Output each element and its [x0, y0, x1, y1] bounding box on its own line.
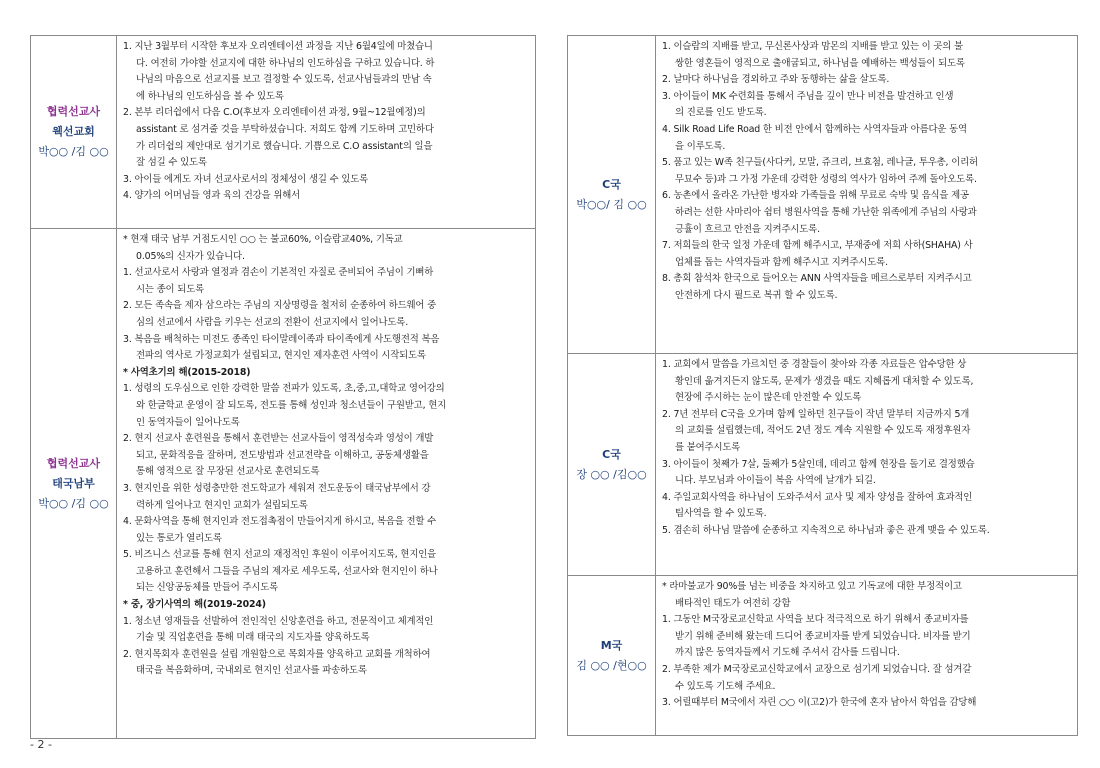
prayer-line: 0.05%의 신자가 있습니다. — [136, 250, 245, 262]
missionary-label-cell — [568, 354, 656, 576]
prayer-line: 1. 선교사로서 사랑과 열정과 겸손이 기본적인 자질로 준비되어 주님이 기뻐하 — [123, 267, 434, 279]
missionary-names: 박○○ /김 ○○ — [38, 496, 109, 510]
prayer-line: * 라마불교가 90%를 넘는 비중을 차지하고 있고 기독교에 대한 부정적이고 — [662, 581, 962, 592]
prayer-line: 시는 종이 되도록 — [136, 283, 205, 295]
prayer-line: 2. 부족한 제가 M국장로교신학교에서 교장으로 섬기게 되었습니다. 잘 섬겨갈 — [662, 663, 972, 675]
prayer-line: 업체를 돕는 사역자들과 함께 해주시고 지켜주시도록. — [675, 256, 888, 268]
region-label: C국 — [602, 177, 621, 191]
prayer-line: 있는 통로가 열리도록 — [136, 532, 222, 544]
region-label: 태국남부 — [52, 476, 95, 490]
prayer-line: 인 동역자들이 일어나도록 — [136, 416, 240, 428]
prayer-line: 2. 본부 리더쉽에서 다음 C.O(후보자 오리엔테이션 과정, 9월~12월예정)의 — [123, 107, 426, 119]
prayer-content-cell — [656, 576, 1078, 736]
prayer-line: 의 진로를 인도 받도록. — [675, 107, 767, 119]
prayer-line: 2. 모든 족속을 제자 삼으라는 주님의 지상명령을 철저히 순종하여 하드웨어 중 — [123, 300, 437, 312]
prayer-line: 5. 비즈니스 선교를 통해 현지 선교의 재정적인 후원이 이루어지도록, 현지인을 — [123, 549, 437, 561]
region-label: 웩선교회 — [52, 125, 95, 138]
prayer-line: 을 이루도록. — [675, 140, 726, 152]
section-row — [568, 354, 1078, 576]
period-heading: * 중, 장기사역의 해(2019-2024) — [123, 599, 266, 611]
prayer-line: 를 붙여주시도록 — [675, 441, 741, 453]
prayer-line: 기술 및 직업훈련을 통해 미래 태국의 지도자를 양육하도록 — [136, 632, 370, 644]
left-prayer-table — [30, 35, 536, 739]
prayer-content-cell — [117, 36, 536, 229]
prayer-line: 까지 많은 동역자들께서 기도해 주셔서 감사를 드립니다. — [675, 647, 900, 659]
prayer-line: 6. 농촌에서 올라온 가난한 병자와 가족들을 위해 무료로 숙박 및 음식을 제공 — [662, 190, 969, 202]
prayer-line: 1. 청소년 영재들을 선발하여 전인적인 신앙훈련을 하고, 전문적이고 체계적인 — [123, 615, 434, 627]
right-table-body — [568, 36, 1078, 736]
prayer-line: 태국을 복음화하며, 국내외로 현지인 선교사를 파송하도록 — [136, 665, 367, 677]
prayer-line: 4. 주일교회사역을 하나님이 도와주셔서 교사 및 제자 양성을 잘하여 효과적인 — [662, 491, 973, 503]
section-row — [568, 36, 1078, 354]
missionary-label-cell — [31, 229, 117, 739]
prayer-content-cell — [656, 36, 1078, 354]
org-label: 협력선교사 — [46, 105, 101, 118]
prayer-line: 2. 7년 전부터 C국을 오가며 함께 일하던 친구들이 작년 말부터 지금까지 5개 — [662, 408, 970, 420]
prayer-line: 무묘수 등)과 그 가정 가운데 강력한 성령의 역사가 임하여 주께 돌아오도록. — [675, 173, 977, 185]
prayer-line: assistant 로 섬겨줄 것을 부탁하셨습니다. 저희도 함께 기도하며 고민하다 — [136, 123, 434, 135]
period-heading: * 사역초기의 해(2015-2018) — [123, 366, 251, 378]
prayer-line: 1. 성령의 도우심으로 인한 강력한 말씀 전파가 있도록, 초,중,고,대학교 영어강의 — [123, 383, 445, 395]
prayer-line: 2. 현지목회자 훈련원을 설립 개원함으로 목회자를 양육하고 교회를 개척하여 — [123, 648, 431, 660]
prayer-line: 4. Silk Road Life Road 한 비전 안에서 함께하는 사역자들과 아름다운 동역 — [662, 123, 967, 135]
missionary-names: 장 ○○ /김○○ — [576, 467, 647, 481]
prayer-line: 에 하나님의 인도하심을 볼 수 있도록 — [136, 90, 284, 102]
prayer-line: 되고, 문화적응을 잘하며, 전도방법과 선교전략을 이해하고, 공동체생활을 — [136, 449, 429, 461]
missionary-label-cell — [31, 36, 117, 229]
org-label: 협력선교사 — [46, 456, 101, 470]
section-row — [31, 229, 536, 739]
missionary-names: 박○○ /김 ○○ — [38, 145, 109, 158]
prayer-line: 안전하게 다시 필드로 복귀 할 수 있도록. — [675, 289, 838, 301]
prayer-line: 력하게 일어나고 현지인 교회가 설립되도록 — [136, 499, 308, 511]
prayer-line: 배타적인 태도가 여전히 강함 — [675, 597, 791, 609]
prayer-line: 1. 그동안 M국장로교신학교 사역을 보다 적극적으로 하기 위해서 종교비자를 — [662, 614, 969, 626]
prayer-line: 하려는 선한 사마리아 쉼터 병원사역을 통해 가난한 위족에게 주님의 사랑과 — [675, 206, 977, 218]
region-label: C국 — [602, 447, 621, 461]
missionary-label-cell — [568, 36, 656, 354]
prayer-line: 5. 겸손히 하나님 말씀에 순종하고 지속적으로 하나님과 좋은 관계 맺을 수 있도록. — [662, 524, 990, 536]
prayer-line: 잘 섬길 수 있도록 — [136, 157, 207, 169]
prayer-line: 고용하고 훈련해서 그들을 주님의 제자로 세우도록, 선교사와 현지인이 하나 — [136, 565, 438, 577]
prayer-line: 8. 총회 참석차 한국으로 들어오는 ANN 사역자들을 메르스로부터 지켜주시고 — [662, 273, 972, 285]
prayer-line: * 현재 태국 남부 거점도시인 ○○ 는 불교60%, 이슬람교40%, 기독교 — [123, 234, 403, 245]
prayer-line: 3. 아이들이 첫째가 7살, 둘째가 5살인데, 데리고 함께 현장을 돌기로 결정했습 — [662, 458, 975, 470]
missionary-names: 박○○/ 김 ○○ — [576, 197, 647, 211]
prayer-line: 3. 아이들이 MK 수련회를 통해서 주님을 깊이 만나 비전을 발견하고 인생 — [662, 90, 954, 102]
prayer-content-cell — [117, 229, 536, 739]
region-label: M국 — [600, 638, 623, 652]
prayer-line: 긍휼이 흐르고 안전을 지켜주시도록. — [675, 223, 820, 235]
left-table-body — [31, 36, 536, 739]
right-prayer-table — [567, 35, 1078, 736]
prayer-line: 7. 저희들의 한국 일정 가운데 함께 해주시고, 부재중에 저희 사하(SHAHA) 사 — [662, 240, 973, 252]
prayer-content-cell — [656, 354, 1078, 576]
prayer-line: 니다. 부모님과 아이들이 복음 사역에 날개가 되길. — [675, 475, 876, 487]
prayer-line: 3. 어릴때부터 M국에서 자린 ○○ 이(고2)가 한국에 혼자 남아서 학업을 감당해 — [662, 697, 977, 709]
prayer-line: 1. 교회에서 말씀을 가르치던 중 경찰들이 찾아와 각종 자료들은 압수당한 상 — [662, 359, 967, 370]
prayer-line: 황인데 옮겨지든지 않도록, 문제가 생겼을 때도 지혜롭게 대처할 수 있도록, — [675, 375, 974, 387]
prayer-line: 2. 현지 선교사 훈련원을 통해서 훈련받는 선교사들이 영적성숙과 영성이 개발 — [123, 433, 434, 445]
prayer-line: 수 있도록 기도해 주세요. — [675, 680, 776, 692]
prayer-line: 1. 지난 3월부터 시작한 후보자 오리엔테이션 과정을 지난 6월4일에 마쳤습니 — [123, 41, 433, 52]
prayer-line: 쌍한 영혼들이 영적으로 출애굽되고, 하나님을 예배하는 백성들이 되도록 — [675, 57, 965, 69]
prayer-line: 되는 신앙공동체를 만들어 주시도록 — [136, 582, 279, 594]
missionary-names: 김 ○○ /현○○ — [576, 658, 647, 672]
page-number: - 2 - — [30, 738, 52, 751]
section-row — [568, 576, 1078, 736]
prayer-line: 심의 선교에서 사람을 키우는 선교의 전환이 선교지에서 일어나도록. — [136, 316, 409, 328]
prayer-line: 4. 양가의 어머님들 영과 육의 건강을 위해서 — [123, 190, 301, 202]
prayer-line: 팀사역을 할 수 있도록. — [675, 508, 767, 520]
prayer-line: 1. 이슬람의 지배를 받고, 무신론사상과 맘몬의 지배를 받고 있는 이 곳의 불 — [662, 41, 963, 52]
prayer-line: 전파의 역사로 가정교회가 설립되고, 현지인 제자훈련 사역이 시작되도록 — [136, 350, 426, 362]
prayer-line: 3. 아이들 에게도 자녀 선교사로서의 정체성이 생길 수 있도록 — [123, 173, 369, 185]
prayer-line: 3. 복음을 배척하는 미전도 종족인 타이말레이족과 타이족에게 사도행전적 복음 — [123, 333, 440, 345]
prayer-line: 현장에 주시하는 눈이 많은데 안전할 수 있도록 — [675, 392, 862, 404]
prayer-line: 3. 현지인을 위한 성령충만한 전도학교가 세워져 전도운동이 태국남부에서 강 — [123, 482, 431, 494]
section-row — [31, 36, 536, 229]
prayer-line: 나님의 마음으로 선교지를 보고 결정할 수 있도록, 선교사님들과의 만남 속 — [136, 74, 432, 86]
prayer-line: 가 리더쉽의 제안대로 섬기기로 했습니다. 기쁨으로 C.O assistant의 일을 — [136, 140, 433, 152]
prayer-line: 다. 여전히 가야할 선교지에 대한 하나님의 인도하심을 구하고 있습니다. 하 — [136, 57, 435, 69]
prayer-line: 2. 날마다 하나님을 경외하고 주와 동행하는 삶을 살도록. — [662, 74, 890, 86]
prayer-line: 4. 문화사역을 통해 현지인과 전도접촉점이 만들어지게 하시고, 복음을 전할 수 — [123, 516, 437, 528]
missionary-label-cell — [568, 576, 656, 736]
prayer-line: 받기 위해 준비해 왔는데 드디어 종교비자를 받게 되었습니다. 비자를 받기 — [675, 630, 971, 642]
prayer-line: 통해 영적으로 잘 무장된 선교사로 훈련되도록 — [136, 466, 320, 478]
prayer-line: 와 한글학교 운영이 잘 되도록, 전도를 통해 성인과 청소년들이 구원받고, 현지 — [136, 399, 447, 411]
prayer-line: 의 교회를 설립했는데, 적어도 2년 정도 계속 지원할 수 있도록 재정후원자 — [675, 425, 971, 437]
prayer-line: 5. 품고 있는 W족 친구들(사다커, 모말, 쥬크리, 브효첨, 레나글, 투우총, 이리허 — [662, 157, 978, 169]
